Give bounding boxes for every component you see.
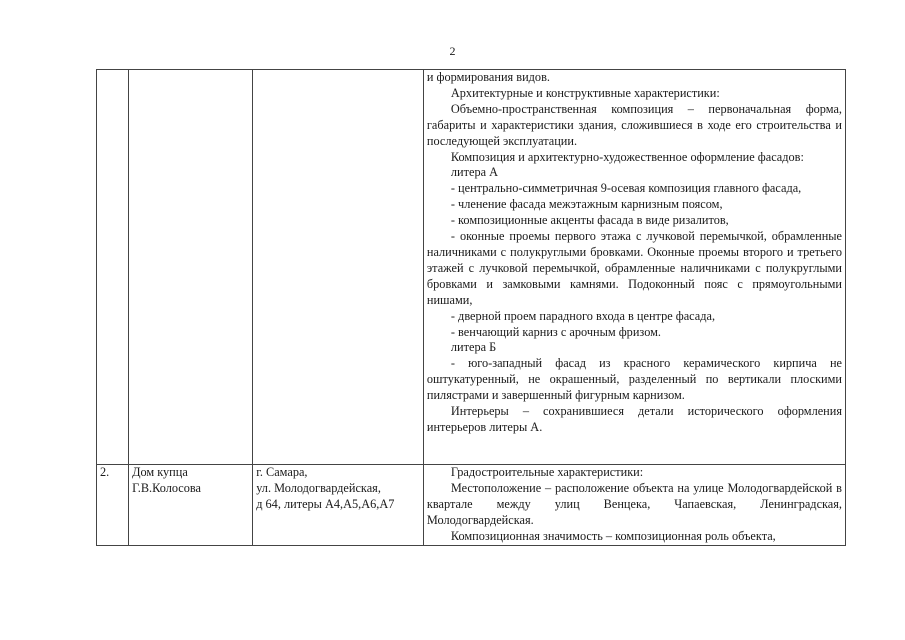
description-paragraph: - членение фасада межэтажным карнизным поясом, [450, 197, 723, 212]
description-paragraph: и формирования видов. [426, 70, 550, 84]
page-number: 2 [449, 44, 456, 58]
object-description-cell [423, 70, 845, 465]
description-paragraph: - венчающий карниз с арочным фризом. [450, 324, 661, 339]
description-paragraph: Архитектурные и конструктивные характеристики: [450, 85, 720, 100]
description-paragraph: - центрально-симметричная 9-осевая композиция главного фасада, [450, 181, 802, 196]
object-address-cell [253, 70, 424, 465]
object-address-line: д 64, литеры А4,А5,А6,А7 [256, 496, 395, 511]
heritage-objects-table [96, 69, 846, 546]
object-name-cell [129, 70, 253, 465]
object-name-line: Г.В.Колосова [132, 480, 202, 495]
description-paragraph: Композиционная значимость – композиционная роль объекта, [450, 528, 776, 543]
object-address-cell [253, 465, 424, 546]
description-paragraph: - дверной проем парадного входа в центре фасада, [450, 308, 716, 323]
row-number-cell [97, 465, 129, 546]
row-number-cell [97, 70, 129, 465]
object-name-line: Дом купца [132, 465, 188, 479]
description-paragraph: Интерьеры – сохранившиеся детали исторического оформления интерьеров литеры А. [426, 404, 842, 434]
description-paragraph: Градостроительные характеристики: [450, 465, 644, 479]
table-row [97, 465, 846, 546]
description-paragraph: Композиция и архитектурно-художественное оформление фасадов: [450, 149, 804, 164]
object-description-cell [423, 465, 845, 546]
description-paragraph: Объемно-пространственная композиция – первоначальная форма, габариты и характеристики здания, сложившиеся в ходе его строительства и последующей эксплуатации. [426, 101, 842, 148]
object-address-line: г. Самара, [256, 465, 308, 479]
description-paragraph: литера А [450, 165, 499, 180]
description-paragraph: Местоположение – расположение объекта на улице Молодогвардейской в квартале между улиц Венцека, Чапаевская, Ленинградская, Молодогвардейская. [426, 480, 842, 527]
object-address-line: ул. Молодогвардейская, [256, 480, 381, 495]
description-paragraph: литера Б [450, 340, 497, 355]
description-paragraph: - оконные проемы первого этажа с лучковой перемычкой, обрамленные наличниками с полукруглыми бровками. Оконные проемы второго и третьего этажей с лучковой перемычкой, обрамленные наличниками с полукруглыми бровками и замковыми камнями. Подоконный пояс с прямоугольными нишами, [426, 229, 842, 307]
object-name-cell [129, 465, 253, 546]
description-paragraph: - композиционные акценты фасада в виде ризалитов, [450, 213, 729, 228]
table-row [97, 70, 846, 465]
description-paragraph: - юго-западный фасад из красного керамического кирпича не оштукатуренный, не окрашенный, разделенный по вертикали плоскими пилястрами и завершенный фигурным карнизом. [426, 356, 842, 403]
row-number: 2. [100, 465, 110, 479]
